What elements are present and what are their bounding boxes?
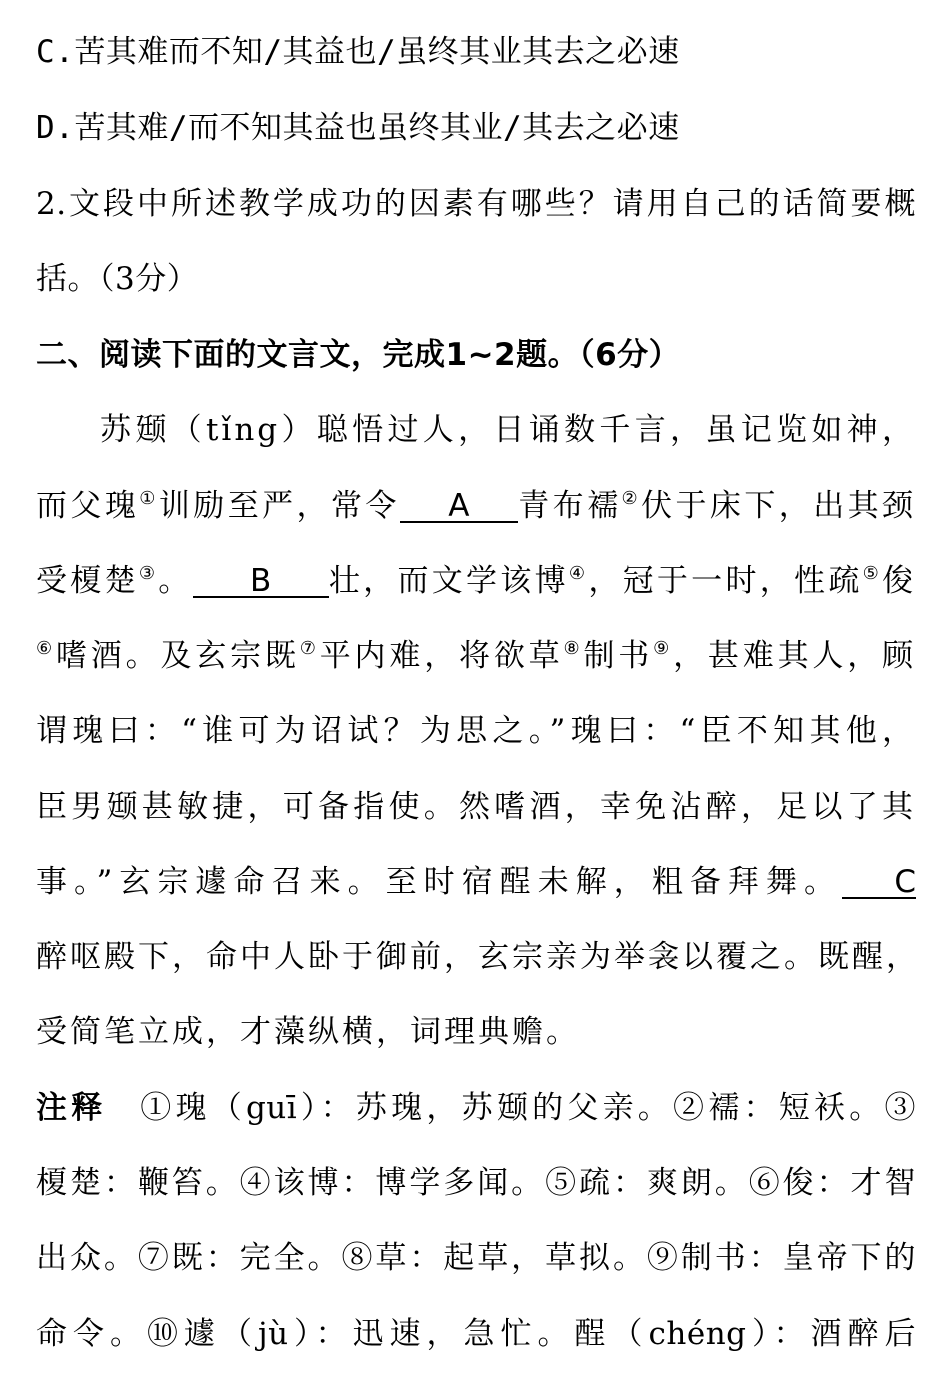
passage-text: ，甚难其人，顾 [673, 638, 917, 674]
passage-text: 伏于床下，出其颈 [641, 488, 917, 524]
notes-line-2: 榎楚：鞭笞。④该博：博学多闻。⑤疏：爽朗。⑥俊：才智 [36, 1165, 916, 1201]
question-2-line-1: 2.文段中所述教学成功的因素有哪些？请用自己的话简要概 [36, 186, 916, 222]
footnote-marker-5: ⑤ [862, 563, 883, 584]
section-2-heading: 二、阅读下面的文言文，完成1~2题。（6分） [36, 337, 681, 373]
passage-text: 嗜酒。及玄宗既 [55, 638, 300, 674]
footnote-marker-4: ④ [568, 563, 589, 584]
passage-text: 事。”玄宗遽命召来。至时宿酲未解，粗备拜舞。 [36, 864, 842, 900]
blank-b: B [193, 562, 329, 598]
option-d: D.苦其难/而不知其益也虽终其业/其去之必速 [36, 110, 680, 146]
blank-a: A [400, 487, 518, 523]
passage-text: 平内难，将欲草 [319, 638, 564, 674]
notes-line-1 [36, 1088, 916, 1128]
notes-text: ①瑰（guī）：苏瑰，苏颋的父亲。②襦：短袄。③ [136, 1090, 916, 1126]
passage-text: 制书 [583, 638, 654, 674]
footnote-marker-2: ② [621, 488, 642, 509]
passage-text: 青布襦 [517, 488, 622, 524]
passage-line-1: 苏颋（tǐng）聪悟过人，日诵数千言，虽记览如神， [100, 412, 916, 448]
question-2-line-2: 括。（3分） [36, 261, 199, 297]
passage-text: ，冠于一时，性疏 [588, 563, 863, 599]
passage-line-8: 醉呕殿下，命中人卧于御前，玄宗亲为举衾以覆之。既醒， [36, 939, 920, 975]
footnote-marker-7: ⑦ [299, 638, 320, 659]
passage-line-5: 谓瑰曰：“谁可为诏试？为思之。”瑰曰：“臣不知其他， [36, 713, 916, 749]
footnote-marker-6: ⑥ [36, 638, 56, 659]
passage-text: 壮，而文学该博 [328, 563, 569, 599]
passage-text: 受榎楚 [36, 563, 139, 599]
footnote-marker-9: ⑨ [653, 638, 674, 659]
blank-c: C [842, 863, 916, 899]
passage-line-6: 臣男颋甚敏捷，可备指使。然嗜酒，幸免沾醉，足以了其 [36, 789, 916, 825]
passage-line-9: 受简笔立成，才藻纵横，词理典赡。 [36, 1014, 580, 1050]
notes-line-3: 出众。⑦既：完全。⑧草：起草，草拟。⑨制书：皇帝下的 [36, 1240, 916, 1276]
passage-line-4 [36, 636, 916, 676]
passage-text: 。 [158, 563, 193, 599]
footnote-marker-1: ① [139, 488, 159, 509]
notes-label: 注释 [36, 1090, 107, 1126]
footnote-marker-3: ③ [138, 563, 159, 584]
passage-line-2 [36, 486, 916, 526]
option-c: C.苦其难而不知/其益也/虽终其业其去之必速 [36, 34, 680, 70]
passage-text: 俊 [882, 563, 917, 599]
passage-text: 而父瑰 [36, 488, 140, 524]
footnote-marker-8: ⑧ [563, 638, 584, 659]
passage-line-3 [36, 561, 916, 601]
passage-line-7 [36, 862, 916, 902]
notes-line-4: 命令。⑩遽（jù）：迅速，急忙。酲（chéng）：酒醉后 [36, 1316, 916, 1352]
passage-text: 训励至严，常令 [158, 488, 400, 524]
